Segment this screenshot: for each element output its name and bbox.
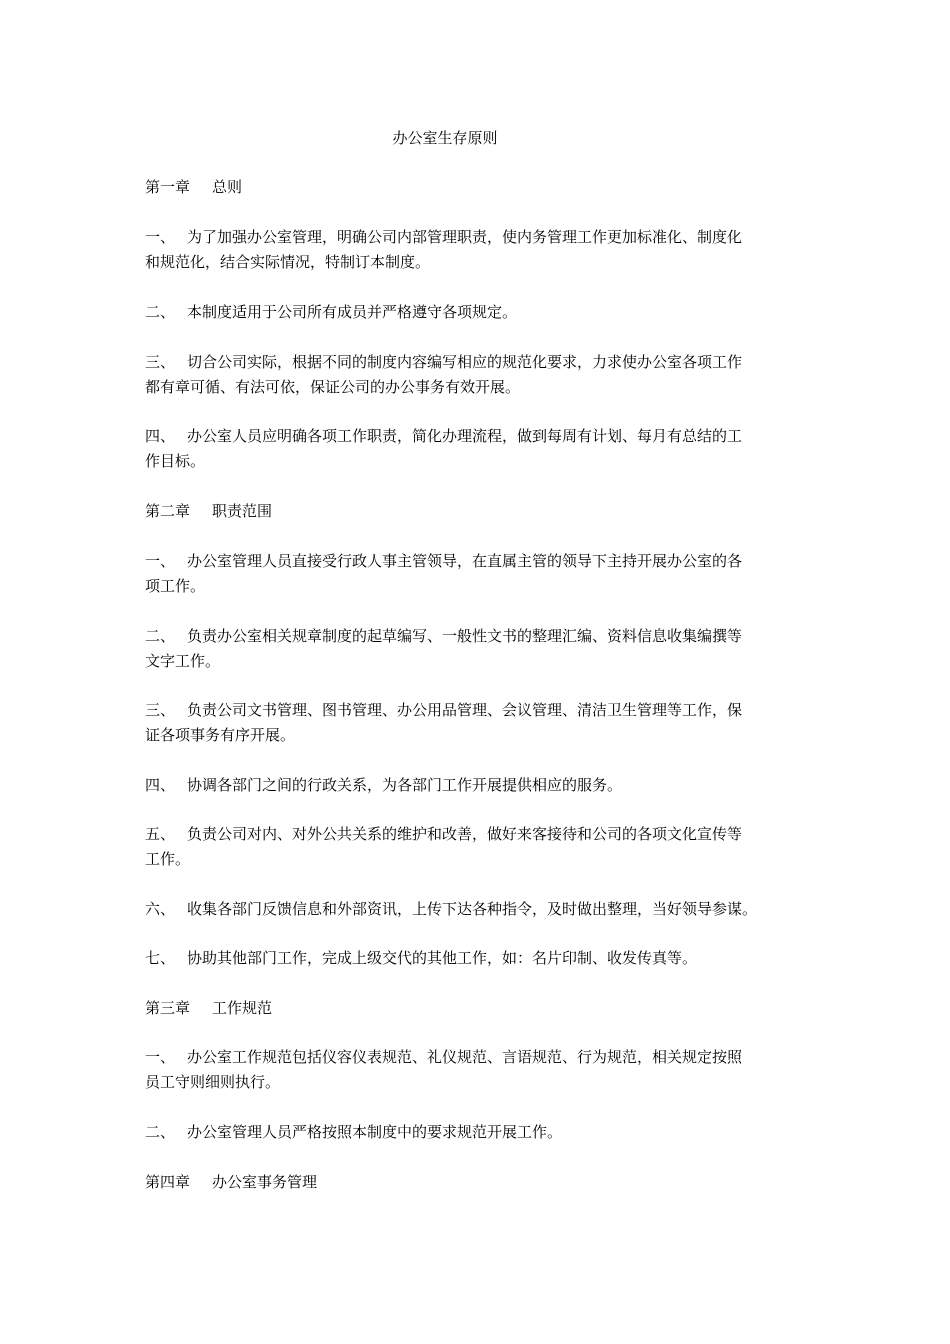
chapter-heading bbox=[145, 499, 817, 524]
list-item bbox=[145, 549, 817, 599]
list-item bbox=[145, 946, 817, 971]
item-text: 本制度适用于公司所有成员并严格遵守各项规定。 bbox=[187, 303, 518, 321]
list-item bbox=[145, 1045, 817, 1095]
item-text: 文字工作。 bbox=[145, 652, 221, 670]
item-number: 二、 bbox=[145, 627, 176, 645]
item-text: 办公室工作规范包括仪容仪表规范、礼仪规范、言语规范、行为规范，相关规定按照 bbox=[187, 1048, 743, 1066]
item-number: 三、 bbox=[145, 701, 176, 719]
list-item bbox=[145, 698, 817, 748]
list-item bbox=[145, 624, 817, 674]
item-number: 二、 bbox=[145, 303, 176, 321]
item-number: 四、 bbox=[145, 427, 176, 445]
chapter-name: 总则 bbox=[212, 178, 243, 196]
chapter-number: 第一章 bbox=[145, 178, 191, 196]
item-number: 一、 bbox=[145, 1048, 176, 1066]
item-text: 负责公司对内、对外公共关系的维护和改善，做好来客接待和公司的各项文化宣传等 bbox=[187, 825, 743, 843]
item-text: 切合公司实际，根据不同的制度内容编写相应的规范化要求，力求使办公室各项工作 bbox=[187, 353, 743, 371]
document-title: 办公室生存原则 bbox=[392, 129, 498, 147]
chapter-number: 第二章 bbox=[145, 502, 191, 520]
chapter-heading bbox=[145, 1170, 817, 1195]
item-number: 六、 bbox=[145, 900, 176, 918]
item-text: 办公室管理人员严格按照本制度中的要求规范开展工作。 bbox=[187, 1123, 563, 1141]
list-item bbox=[145, 225, 817, 275]
item-text: 负责公司文书管理、图书管理、办公用品管理、会议管理、清洁卫生管理等工作，保 bbox=[187, 701, 743, 719]
item-text: 协助其他部门工作，完成上级交代的其他工作，如：名片印制、收发传真等。 bbox=[187, 949, 698, 967]
item-text: 协调各部门之间的行政关系，为各部门工作开展提供相应的服务。 bbox=[187, 776, 623, 794]
item-text: 项工作。 bbox=[145, 577, 206, 595]
list-item bbox=[145, 897, 817, 922]
item-text: 作目标。 bbox=[145, 452, 206, 470]
chapter-number: 第四章 bbox=[145, 1173, 191, 1191]
item-text: 都有章可循、有法可依，保证公司的办公事务有效开展。 bbox=[145, 378, 521, 396]
item-text: 收集各部门反馈信息和外部资讯，上传下达各种指令，及时做出整理，当好领导参谋。 bbox=[187, 900, 758, 918]
item-text: 办公室管理人员直接受行政人事主管领导，在直属主管的领导下主持开展办公室的各 bbox=[187, 552, 743, 570]
list-item bbox=[145, 773, 817, 798]
chapter-name: 职责范围 bbox=[212, 502, 273, 520]
item-text: 负责办公室相关规章制度的起草编写、一般性文书的整理汇编、资料信息收集编撰等 bbox=[187, 627, 743, 645]
chapter-name: 工作规范 bbox=[212, 999, 273, 1017]
item-text: 工作。 bbox=[145, 850, 191, 868]
chapter-number: 第三章 bbox=[145, 999, 191, 1017]
item-text: 为了加强办公室管理，明确公司内部管理职责，使内务管理工作更加标准化、制度化 bbox=[187, 228, 743, 246]
item-number: 一、 bbox=[145, 552, 176, 570]
chapter-name: 办公室事务管理 bbox=[212, 1173, 318, 1191]
list-item bbox=[145, 424, 817, 474]
list-item bbox=[145, 1120, 817, 1145]
list-item bbox=[145, 300, 817, 325]
item-number: 三、 bbox=[145, 353, 176, 371]
chapter-heading bbox=[145, 996, 817, 1021]
item-number: 二、 bbox=[145, 1123, 176, 1141]
item-text: 和规范化，结合实际情况，特制订本制度。 bbox=[145, 253, 431, 271]
item-text: 办公室人员应明确各项工作职责，简化办理流程，做到每周有计划、每月有总结的工 bbox=[187, 427, 743, 445]
item-number: 七、 bbox=[145, 949, 176, 967]
item-number: 四、 bbox=[145, 776, 176, 794]
chapter-heading bbox=[145, 175, 817, 200]
list-item bbox=[145, 350, 817, 400]
item-text: 证各项事务有序开展。 bbox=[145, 726, 296, 744]
item-text: 员工守则细则执行。 bbox=[145, 1073, 281, 1091]
item-number: 一、 bbox=[145, 228, 176, 246]
item-number: 五、 bbox=[145, 825, 176, 843]
list-item bbox=[145, 822, 817, 872]
